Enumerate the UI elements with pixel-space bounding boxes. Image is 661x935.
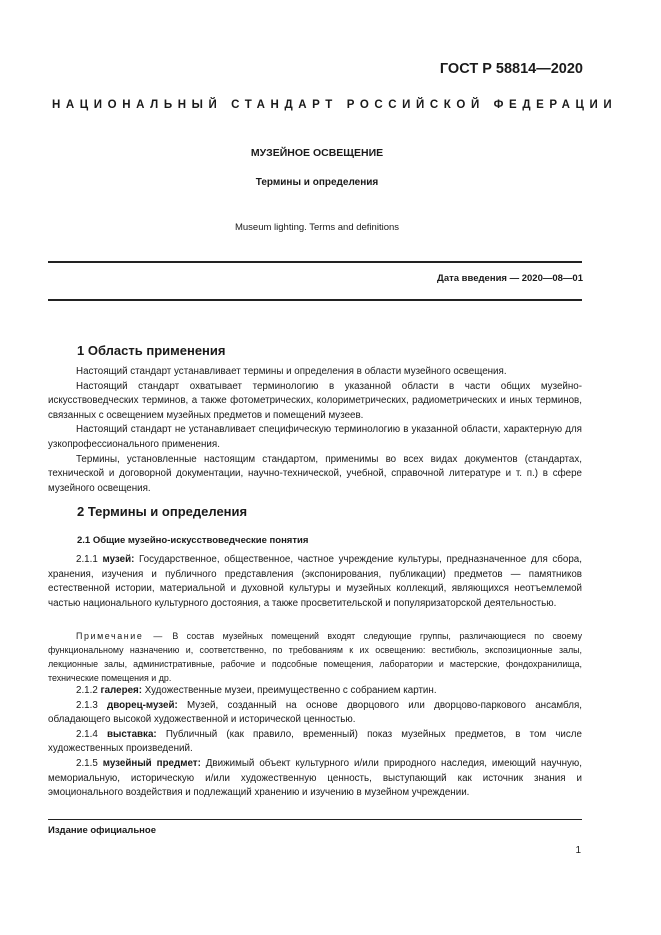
term-entry (48, 728, 582, 757)
term-definition: Государственное, общественное, частное учреждение культуры, предназначенное для сбора, хранения, изучения и публичного представления (экспонирования, публикации) предметов — памятников естественной истории, материальной и духовной культуры и музейных коллекций, являющихся неотъемлемой частью национального культурного достояния, а также просветительской и популяризаторской деятельностью. (48, 554, 582, 609)
term-number: 2.1.5 (76, 757, 98, 769)
term-entry (48, 757, 582, 801)
term-definition: Художественные музеи, преимущественно с собранием картин. (144, 685, 437, 696)
term-entry (48, 699, 582, 728)
section-1-heading: 1 Область применения (77, 343, 226, 358)
terms-2-1-2-to-2-1-5 (48, 684, 582, 801)
term-2-1-1 (48, 553, 582, 611)
term-entry (48, 684, 582, 699)
paragraph: Настоящий стандарт устанавливает термины и определения в области музейного освещения. (76, 366, 507, 377)
note-paragraph (48, 629, 582, 685)
document-subtitle: Термины и определения (255, 177, 379, 188)
term-number: 2.1.3 (76, 699, 98, 711)
subsection-2-1-heading: 2.1 Общие музейно-искусствоведческие понятия (77, 535, 309, 546)
term-name: музейный предмет: (102, 757, 201, 769)
divider-top (48, 261, 582, 263)
term-entry (48, 553, 582, 611)
page-number: 1 (575, 845, 581, 856)
english-title: Museum lighting. Terms and definitions (234, 222, 400, 233)
paragraph: Настоящий стандарт не устанавливает специфическую терминологию в указанной области, характерную для узкопрофессионального применения. (48, 424, 582, 450)
divider-after-date (48, 299, 582, 301)
section-1-body (48, 365, 582, 496)
note-block (48, 629, 582, 685)
paragraph: Термины, установленные настоящим стандартом, применимы во всех видах документов (стандартах, технической и договорной документации, научно-технической, учебной, справочной литературе и т. п.) в сфере музейного освещения. (48, 453, 582, 494)
term-definition: Музей, созданный на основе дворцового или дворцово-паркового ансамбля, обладающего высокой художественной и исторической ценностью. (48, 699, 582, 726)
edition-label: Издание официальное (48, 825, 156, 836)
term-definition: Движимый объект культурного и/или природного наследия, имеющий научную, мемориальную, историческую и/или художественную ценность, выступающий как источник знания и эмоционального воздействия и подлежащий хранению и изучению в музейном учреждении. (48, 757, 582, 799)
term-number: 2.1.2 (76, 685, 98, 696)
term-number: 2.1.4 (76, 728, 98, 740)
term-name: галерея: (100, 685, 143, 696)
term-number: 2.1.1 (76, 554, 98, 565)
term-definition: Публичный (как правило, временный) показ музейных предметов, в том числе художественных произведений. (48, 728, 582, 755)
note-label: Примечание — (76, 631, 164, 641)
document-title: МУЗЕЙНОЕ ОСВЕЩЕНИЕ (250, 147, 384, 159)
intro-date: Дата введения — 2020—08—01 (437, 273, 583, 284)
term-name: дворец-музей: (107, 699, 178, 711)
note-text: В состав музейных помещений входят следующие группы, различающиеся по своему функциональному назначению и, соответственно, по требованиям к их освещению: вестибюль, экспозиционные залы, лекционные залы, административные, рабочие и подсобные помещения, лаборатории и мастерские, фондохранилища, технические помещения и др. (48, 631, 583, 683)
term-name: музей: (102, 554, 135, 565)
standard-banner: НАЦИОНАЛЬНЫЙ СТАНДАРТ РОССИЙСКОЙ ФЕДЕРАЦИИ (52, 99, 618, 111)
term-name: выставка: (106, 728, 157, 740)
footer-divider (48, 819, 582, 820)
paragraph: Настоящий стандарт охватывает терминологию в указанной области в части общих музейно-искусствоведческих терминов, а также фотометрических, колориметрических, радиометрических и иных терминов, связанных с освещением музейных предметов и помещений музеев. (48, 380, 582, 421)
section-2-heading: 2 Термины и определения (77, 504, 248, 519)
gost-number: ГОСТ Р 58814—2020 (439, 61, 583, 77)
